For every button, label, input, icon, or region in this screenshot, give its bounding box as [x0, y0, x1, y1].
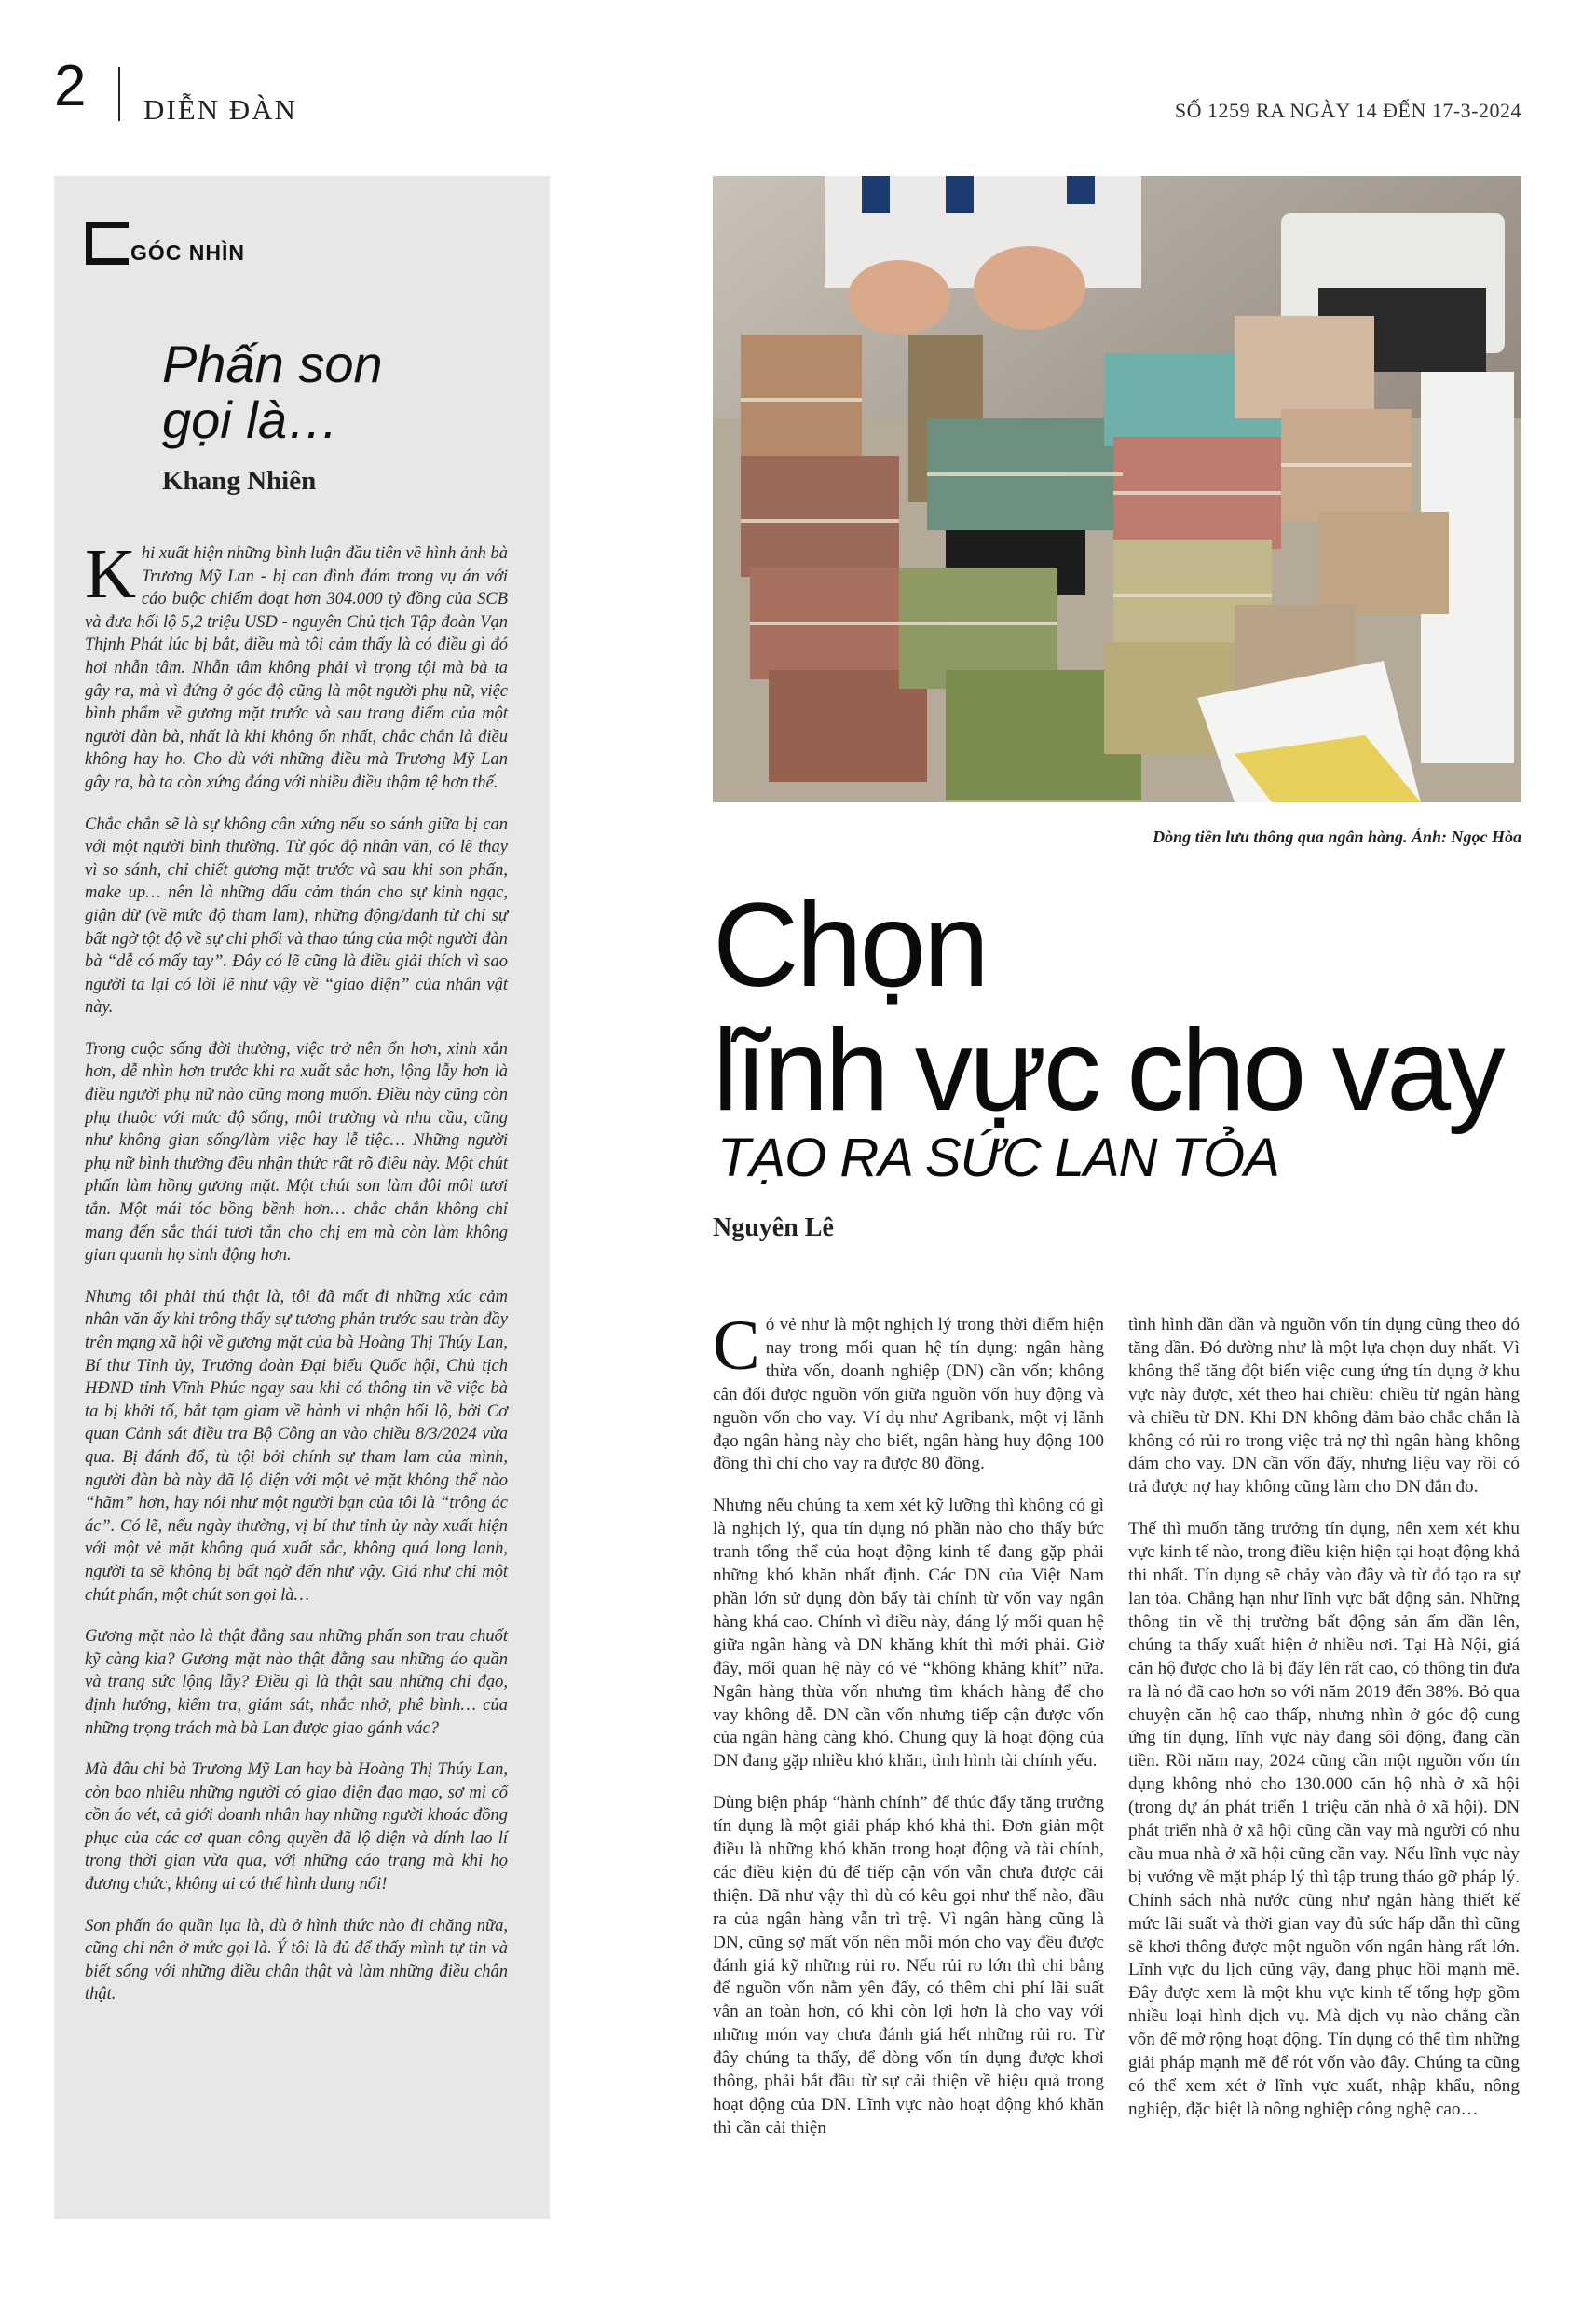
article-column-2	[1128, 1314, 1520, 2141]
article-subtitle: TẠO RA SỨC LAN TỎA	[717, 1128, 1279, 1188]
sidebar-title	[162, 336, 383, 448]
issue-info: SỐ 1259 RA NGÀY 14 ĐẾN 17-3-2024	[1174, 99, 1521, 122]
article-column-1	[713, 1306, 1104, 2159]
sidebar-author: Khang Nhiên	[162, 466, 317, 496]
article-drop-cap: C	[713, 1306, 760, 1385]
header-divider	[118, 67, 120, 121]
photo-caption: Dòng tiền lưu thông qua ngân hàng. Ảnh: Ngọc Hòa	[1153, 828, 1521, 846]
article-title-line1: Chọn	[713, 879, 987, 1012]
sidebar-paragraph: Mà đâu chỉ bà Trương Mỹ Lan hay bà Hoàng Thị Thúy Lan, còn bao nhiêu những người có giao diện đạo mạo, sơ mi cổ cồn áo vét, cả giới doanh nhân hay những người khoác đồng phục của các cơ quan công quyền đã lộ diện và dính lao lí trong thời gian vừa qua, với những cáo trạng mà khi họ đương chức, không ai có thể hình dung nổi!	[85, 1760, 508, 1895]
article-photo	[713, 176, 1521, 802]
money-stacks-illustration	[713, 176, 1521, 802]
article-paragraph: Dùng biện pháp “hành chính” để thúc đẩy tăng trưởng tín dụng là một giải pháp khó khả thi. Đơn giản một điều là những khó khăn trong hoạt động và tài chính, các điều kiện đủ để tiếp cận vốn vẫn chưa được cải thiện. Đã như vậy thì dù có kêu gọi như thế nào, đầu ra của ngân hàng vẫn trì trệ. Vì ngân hàng cũng là DN, cũng sợ mất vốn nên mỗi món cho vay đều được đánh giá kỹ những rủi ro. Nếu rủi ro lớn thì chi bằng để nguồn vốn nằm yên đấy, có thêm chi phí lãi suất vẫn an toàn hơn, có khi còn lợi hơn là cho vay với những món vay chưa đánh giá hết những rủi ro. Từ đây chúng ta thấy, để dòng vốn tín dụng được khơi thông, phải bắt đầu từ sự cải thiện về hiệu quả trong hoạt động của DN. Lĩnh vực nào hoạt động khó khăn thì cần cải thiện	[713, 1793, 1104, 2138]
sidebar-paragraph: Khi xuất hiện những bình luận đầu tiên về hình ảnh bà Trương Mỹ Lan - bị can đình đám trong vụ án với cáo buộc chiếm đoạt hơn 304.000 tỷ đồng của SCB và đưa hối lộ 5,2 triệu USD - nguyên Chủ tịch Tập đoàn Vạn Thịnh Phát lúc bị bắt, điều mà tôi cảm thấy là có điều gì đó hơi nhẫn tâm. Nhẫn tâm không phải vì trọng tội mà bà ta gây ra, mà vì đứng ở góc độ cũng là một người phụ nữ, việc bình phẩm về gương mặt trước và sau trang điểm của một người đàn bà, nhất là khi không ổn nhất, chắc chắn là điều không hay ho. Cho dù với những điều mà Trương Mỹ Lan gây ra, bà ta còn xứng đáng với nhiều điều thậm tệ hơn thế.	[85, 535, 508, 792]
sidebar-label: GÓC NHÌN	[130, 240, 245, 265]
page-number: 2	[54, 54, 87, 118]
section-title: DIỄN ĐÀN	[143, 93, 297, 126]
bracket-icon	[86, 222, 129, 265]
sidebar-paragraph: Gương mặt nào là thật đằng sau những phấn son trau chuốt kỹ càng kia? Gương mặt nào thật đằng sau những áo quần và trang sức lộng lẫy? Điều gì là thật sau những chỉ đạo, định hướng, kiểm tra, giám sát, nhắc nhở, phê bình… của những trọng trách mà bà Lan được giao gánh vác?	[85, 1627, 508, 1738]
article-paragraph: Có vẻ như là một nghịch lý trong thời điểm hiện nay trong mối quan hệ tín dụng: ngân hàng thừa vốn, doanh nghiệp (DN) cần vốn; không cân đối được nguồn vốn giữa nguồn vốn huy động và nguồn vốn cho vay. Ví dụ như Agribank, một vị lãnh đạo ngân hàng này cho biết, ngân hàng huy động 100 đồng thì chỉ cho vay ra được 80 đồng.	[713, 1306, 1104, 1474]
article-paragraph: Thế thì muốn tăng trưởng tín dụng, nên xem xét khu vực kinh tế nào, trong điều kiện hiện tại hoạt động khả thi nhất. Tín dụng sẽ chảy vào đây và từ đó tạo ra sự lan tỏa. Chẳng hạn như lĩnh vực bất động sản. Những thông tin về thị trường bất động sản ấm dần lên, chúng ta thấy xuất hiện ở nhiều nơi. Tại Hà Nội, giá căn hộ được cho là bị đẩy lên rất cao, có thông tin đưa ra là nó đã cao hơn so với năm 2019 đến 38%. Bỏ qua chuyện căn hộ cao thấp, nhưng nhìn ở góc độ cung ứng tín dụng, lĩnh vực này đang sôi động, đang cần tiền. Rồi năm nay, 2024 cũng cần một nguồn vốn tín dụng không nhỏ cho 130.000 căn hộ nhà ở xã hội (trong dự án phát triển 1 triệu căn nhà ở xã hội). DN phát triển nhà ở xã hội cũng cần vay mà người có nhu cầu mua nhà ở xã hội cũng cần vay. Nếu lĩnh vực này bị vướng về mặt pháp lý thì tập trung tháo gỡ pháp lý. Chính sách nhà nước cũng như ngân hàng thiết kế mức lãi suất và thời gian vay đủ sức hấp dẫn thì cũng sẽ khơi thông được một nguồn vốn ngân hàng rất lớn. Lĩnh vực du lịch cũng vậy, đang phục hồi mạnh mẽ. Đây được xem là một khu vực kinh tế tổng hợp gồm nhiều loại hình dịch vụ. Mà dịch vụ nào chẳng cần vốn để mở rộng hoạt động. Tín dụng có thể tìm những giải pháp mạnh mẽ để rót vốn vào đây. Chúng ta cũng có thể xem xét ở lĩnh vực xuất, nhập khẩu, nông nghiệp, đặc biệt là nông nghiệp công nghệ cao…	[1128, 1519, 1520, 2119]
sidebar-paragraph: Chắc chắn sẽ là sự không cân xứng nếu so sánh giữa bị can với một người bình thường. Từ góc độ nhân văn, có lẽ thay vì so sánh, chỉ chiết gương mặt trước và sau khi son phấn, make up… nên là những dấu cảm thán cho sự kinh ngạc, giận dữ (về mức độ tham lam), những động/danh từ chỉ sự bất ngờ tột độ về sự chi phối và thao túng của một người đàn bà “dễ có mấy tay”. Đây có lẽ cũng là điều giải thích vì sao người ta lại có lời lẽ như vậy về “giao diện” của nhân vật này.	[85, 814, 508, 1018]
sidebar-title-line2: gọi là…	[162, 390, 339, 449]
drop-cap: K	[85, 535, 136, 613]
article-title-line2: lĩnh vực cho vay	[713, 1006, 1503, 1135]
sidebar-paragraph: Son phấn áo quần lụa là, dù ở hình thức nào đi chăng nữa, cũng chỉ nên ở mức gọi là. Ý tôi là đủ để thấy mình tự tin và biết sống với những điều chân thật và làm những điều chân thật.	[85, 1916, 508, 2004]
article-paragraph: Nhưng nếu chúng ta xem xét kỹ lưỡng thì không có gì là nghịch lý, qua tín dụng nó phần nào cho thấy bức tranh tổng thể của hoạt động kinh tế đang gặp phải những khó khăn nhất định. Các DN của Việt Nam phần lớn sử dụng đòn bẩy tài chính từ vốn vay ngân hàng khá cao. Chính vì điều này, đáng lý mối quan hệ giữa ngân hàng và DN khăng khít thì mới phải. Giờ đây, mối quan hệ này có vẻ “không khăng khít” nữa. Ngân hàng thừa vốn nhưng tìm khách hàng để cho vay không dễ. DN cần vốn nhưng tiếp cận được vốn của ngân hàng càng khó. Chung quy là hoạt động của DN đang gặp nhiều khó khăn, tình hình tài chính yếu.	[713, 1496, 1104, 1772]
sidebar-body	[85, 535, 508, 2025]
article-paragraph: tình hình dần dần và nguồn vốn tín dụng cũng theo đó tăng dần. Đó dường như là một lựa chọn duy nhất. Vì không thể tăng đột biến việc cung ứng tín dụng ở khu vực này được, xét theo hai chiều: chiều từ ngân hàng và chiều từ DN. Khi DN không đảm bảo chắc chắn là không có rủi ro trong việc trả nợ thì ngân hàng không dám cho vay. DN cần vốn đấy, nhưng liệu vay rồi có trả được nợ hay không cũng làm cho DN đắn đo.	[1128, 1315, 1520, 1498]
sidebar-title-line1: Phấn son	[162, 335, 383, 393]
sidebar-paragraph: Nhưng tôi phải thú thật là, tôi đã mất đi những xúc cảm nhân văn ấy khi trông thấy sự tương phản trước sau tràn đầy trên mạng xã hội về gương mặt của bà Hoàng Thị Thúy Lan, Bí thư Tỉnh ủy, Trưởng đoàn Đại biểu Quốc hội, Chủ tịch HĐND tỉnh Vĩnh Phúc ngay sau khi có thông tin về việc bà ta bị khởi tố, bắt tạm giam về hành vi nhận hối lộ, bởi Cơ quan Cảnh sát điều tra Bộ Công an vào chiều 8/3/2024 vừa qua. Bị đánh đổ, tù tội bởi chính sự tham lam của mình, người đàn bà này đã lộ diện với một vẻ mặt không thể nào “hãm” hơn, hay nói như một người bạn của tôi là “trông ác ác”. Có lẽ, nếu ngày thường, vị bí thư tỉnh ủy này xuất hiện với một vẻ mặt không quá xuất sắc, không quá long lanh, người ta sẽ không bị bất ngờ đến như vậy. Giá như chỉ một chút phấn, một chút son gọi là…	[85, 1287, 508, 1605]
sidebar-paragraph: Trong cuộc sống đời thường, việc trở nên ổn hơn, xinh xắn hơn, dễ nhìn hơn trước khi ra xuất sắc hơn, lộng lẫy hơn là điều người phụ nữ nào cũng mong muốn. Điều này cũng còn phụ thuộc với mức độ sống, môi trường và nhu cầu, cũng như không gian sống/làm việc hay lễ tiệc… Những người phụ nữ bình thường đều nhận thức rất rõ điều này. Một chút phấn làm hồng gương mặt. Một chút son làm đôi môi tươi tắn. Một mái tóc bồng bềnh hơn… chắc chắn không chỉ mang đến sắc thái tươi tắn cho chị em mà còn làm không gian quanh họ sinh động hơn.	[85, 1039, 508, 1265]
article-author: Nguyên Lê	[713, 1213, 834, 1242]
